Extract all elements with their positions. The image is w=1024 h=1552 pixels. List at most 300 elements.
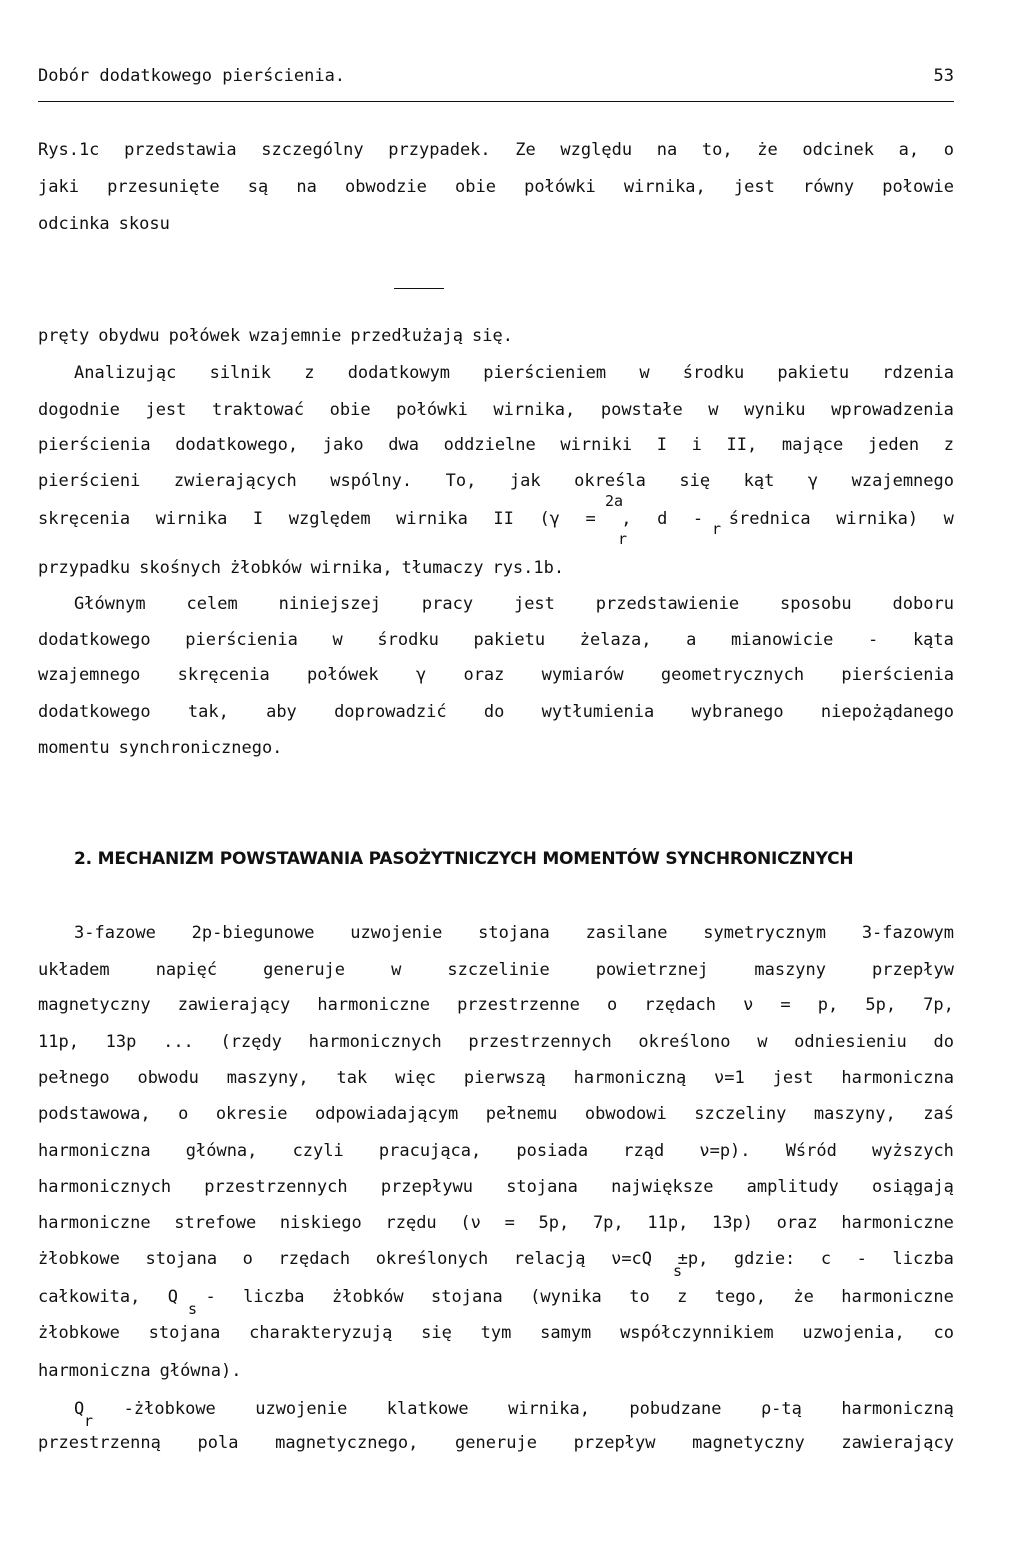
word: = [504,1213,515,1233]
word: jaki [38,177,79,197]
word: maszyny, [226,1068,309,1088]
word: niepożądanego [820,702,954,722]
word: połówki [396,400,468,420]
word: harmoniczna [841,1068,954,1088]
word: o [943,140,954,160]
word: osiągają [872,1177,954,1197]
word: okresie [215,1104,288,1124]
word: pobudzane [629,1399,722,1419]
word: główna, [185,1141,258,1161]
word: o [242,1249,253,1269]
word: pierścienia [841,665,954,685]
word: rząd [623,1141,665,1161]
word: uzwojenie [255,1399,348,1419]
text-line [38,397,954,423]
word: skosu [118,214,170,234]
word: -żłobkowe [123,1399,216,1419]
word: zawierający [841,1433,954,1453]
word: wirnika [396,509,468,529]
word: momentu [38,738,110,758]
word: ρ-tą [760,1399,802,1419]
word: zasilane [585,923,668,943]
word: Głównym [74,594,146,614]
word: tak [336,1068,368,1088]
word: jak [509,471,541,491]
text-line [74,360,954,386]
text-line [38,432,954,458]
word: przestrzennych [468,1032,612,1052]
word: całkowita, [38,1287,141,1307]
text-line [38,699,954,725]
word: określa [574,471,646,491]
word: połówki [524,177,596,197]
word: maszyny, [813,1104,896,1124]
text-line [38,627,954,653]
word: przestrzennych [204,1177,348,1197]
subscript-r: r [84,1412,94,1430]
word: (wynika [530,1287,602,1307]
text-line [38,957,954,983]
word: na [296,177,317,197]
word: Q [167,1287,179,1307]
word: główna). [159,1361,242,1381]
text-line [38,1138,954,1164]
word: średnica [728,509,811,529]
word: pierścienia [38,435,151,455]
word: 11p, [38,1032,79,1052]
text-line [38,174,954,200]
word: I [656,435,667,455]
word: że [793,1287,814,1307]
word: z [677,1287,688,1307]
word: jest [513,594,555,614]
word: rdzenia [882,363,954,383]
word: przepływu [380,1177,473,1197]
word: dodatkowego [38,630,151,650]
word: charakteryzują [249,1323,393,1343]
word: się [421,1323,452,1343]
text-line [38,137,954,163]
word: na [656,140,678,160]
word: 5p, [538,1213,570,1233]
word: sposobu [779,594,852,614]
word: pola [197,1433,239,1453]
fraction-rule [394,288,444,289]
word: do [483,702,505,722]
word: traktować [211,400,305,420]
word: przypadek. [388,140,491,160]
text-line [38,1284,954,1310]
word: w [639,363,650,383]
word: p, [817,995,839,1015]
text-line [74,1396,954,1422]
word: przepływ [573,1433,656,1453]
word: pierścieni [38,471,141,491]
word: wzajemnego [38,665,141,685]
word: się [679,471,711,491]
word: i [691,435,702,455]
word: pręty [38,326,90,346]
word: harmoniczna [38,1141,151,1161]
word: żłobków [331,1287,404,1307]
word: obie [329,400,371,420]
word: γ [415,665,427,685]
word: tym [480,1323,512,1343]
word: wirnika, [508,1399,590,1419]
word: dodatkowego [38,702,151,722]
word: dodatkowym [347,363,451,383]
word: posiada [516,1141,589,1161]
word: tłumaczy [401,558,484,578]
word: magnetycznego, [275,1433,419,1453]
word: generuje [455,1433,537,1453]
word: I [252,509,264,529]
word: harmoniczne [841,1287,954,1307]
word: zaś [923,1104,954,1124]
section-heading: 2. MECHANIZM POWSTAWANIA PASOŻYTNICZYCH MOMENTÓW SYNCHRONICZNYCH [74,849,854,869]
word: Ze [515,140,536,160]
subscript-s: s [673,1262,683,1280]
text-line [38,1029,954,1055]
word: wprowadzenia [831,400,954,420]
text-line [38,1174,954,1200]
word: odniesieniu [794,1032,907,1052]
word: przestrzenną [38,1433,161,1453]
word: doboru [892,594,954,614]
word: uzwojenia, [802,1323,905,1343]
word: szczególny [261,140,364,160]
word: jako [322,435,364,455]
word: harmoniczna [38,1361,151,1381]
word: pełnemu [485,1104,558,1124]
word: czyli [292,1141,344,1161]
word: Analizując [74,363,177,383]
word: pierścienia [185,630,298,650]
word: - [856,1249,867,1269]
subscript-r: r [618,530,628,548]
word: (γ [539,509,560,529]
word: wzajemnie [249,326,342,346]
word: samym [540,1323,592,1343]
word: wspólny. [330,471,413,491]
word: stojana [145,1249,218,1269]
word: uzwojenie [350,923,443,943]
word: jest [145,400,187,420]
word: oraz [463,665,505,685]
word: przypadku [38,558,131,578]
word: wymiarów [541,665,624,685]
word: harmoniczne [317,995,430,1015]
word: względem [288,509,371,529]
word: pierwszą [463,1068,546,1088]
word: jest [733,177,775,197]
text-line [38,506,954,532]
word: obydwu [98,326,160,346]
word: synchronicznego. [118,738,283,758]
word: wybranego [691,702,784,722]
word: , [621,509,632,529]
word: harmoniczną [573,1068,687,1088]
word: 13p [105,1032,137,1052]
header-rule [38,101,954,102]
word: środku [682,363,745,383]
word: tak, [187,702,229,722]
word: w [708,400,719,420]
word: szczelinie [447,960,550,980]
word: to [629,1287,650,1307]
word: gdzie: [733,1249,796,1269]
text-line [38,1358,954,1384]
word: ν=cQ [611,1249,653,1269]
word: a, [898,140,920,160]
word: stojana [431,1287,503,1307]
word: środku [377,630,439,650]
word: stojana [506,1177,578,1197]
text-line [38,555,954,581]
word: ν [743,995,754,1015]
word: przepływ [872,960,954,980]
subscript-r: r [712,520,722,538]
word: przedstawienie [595,594,740,614]
word: odcinek [802,140,874,160]
word: ... [163,1032,194,1052]
word: równy [802,177,855,197]
text-line [38,468,954,494]
word: napięć [155,960,218,980]
word: 5p, [865,995,897,1015]
word: obie [455,177,496,197]
word: powstałe [600,400,683,420]
word: liczba [243,1287,305,1307]
word: z [943,435,954,455]
word: wyniku [744,400,806,420]
header-title: Dobór dodatkowego pierścienia. [38,66,346,86]
word: (rzędy [220,1032,282,1052]
text-line [38,992,954,1018]
word: maszyny [754,960,827,980]
word: Q [74,1399,85,1419]
word: określono [638,1032,731,1052]
word: - [692,509,704,529]
word: dwa [388,435,420,455]
word: = [780,995,791,1015]
word: dogodnie [38,400,120,420]
word: kąt [743,471,775,491]
page-number: 53 [933,66,954,86]
text-line [38,1246,954,1272]
word: magnetyczny [692,1433,805,1453]
text-line [38,1430,954,1456]
word: skręcenia [38,509,131,529]
word: względu [560,140,633,160]
word: jeden [867,435,920,455]
superscript-2a: 2a [605,492,624,510]
word: 13p) [712,1213,753,1233]
word: wirniki [560,435,633,455]
word: wirnika, [623,177,706,197]
word: harmoniczne [841,1213,954,1233]
word: d [657,509,668,529]
word: to, [701,140,733,160]
word: dodatkowego, [175,435,299,455]
word: 2p-biegunowe [191,923,315,943]
word: kąta [912,630,954,650]
word: podstawowa, [38,1104,151,1124]
word: wzajemnego [851,471,954,491]
word: 11p, [647,1213,689,1233]
word: celem [186,594,238,614]
word: niskiego [279,1213,362,1233]
word: skośnych [139,558,222,578]
word: żelaza, [579,630,652,650]
word: co [933,1323,954,1343]
word: To, [445,471,477,491]
word: aby [266,702,297,722]
word: żłobków [230,558,302,578]
word: a [686,630,697,650]
text-line [38,1320,954,1346]
word: - [205,1287,216,1307]
word: największe [611,1177,714,1197]
text-line [38,1101,954,1127]
word: wytłumienia [541,702,655,722]
word: 3-fazowe [74,923,156,943]
word: zawierający [177,995,291,1015]
text-line [74,920,954,946]
word: liczba [892,1249,954,1269]
word: żłobkowe [38,1249,120,1269]
word: klatkowe [386,1399,469,1419]
text-line [38,1210,954,1236]
word: = [585,509,596,529]
word: pracy [421,594,474,614]
word: mianowicie [731,630,834,650]
word: powietrznej [595,960,709,980]
word: w [757,1032,768,1052]
subscript-s: s [188,1300,198,1318]
word: odpowiadającym [314,1104,459,1124]
text-line [38,1065,954,1091]
word: tego, [714,1287,766,1307]
document-page [38,0,954,1552]
word: 7p, [923,995,954,1015]
word: γ [807,471,819,491]
word: ±p, [677,1249,709,1269]
word: układem [38,960,110,980]
word: rys.1b. [492,558,565,578]
word: odcinka [38,214,110,234]
word: pracująca, [378,1141,482,1161]
word: połówek [307,665,379,685]
word: połówek [168,326,241,346]
word: skręcenia [177,665,270,685]
word: Wśród [785,1141,837,1161]
word: rzędach [278,1249,351,1269]
word: więc [395,1068,437,1088]
word: generuje [263,960,346,980]
word: stojana [478,923,550,943]
word: 7p, [592,1213,624,1233]
word: wirnika [155,509,228,529]
word: przedłużają [350,326,463,346]
word: pakietu [777,363,850,383]
word: ν=1 [714,1068,745,1088]
text-line [38,735,954,761]
word: (ν [460,1213,481,1233]
word: obwodu [137,1068,199,1088]
word: relacją [513,1249,586,1269]
word: wirnika) [836,509,919,529]
word: jest [772,1068,814,1088]
word: doprowadzić [334,702,447,722]
word: w [332,630,343,650]
word: pełnego [38,1068,110,1088]
word: wirnika, [310,558,393,578]
word: ν=p). [699,1141,751,1161]
word: 3-fazowym [861,923,954,943]
word: II [493,509,514,529]
word: harmonicznych [308,1032,442,1052]
text-line [38,211,954,237]
running-header [38,64,954,88]
word: Rys.1c [38,140,100,160]
word: c [820,1249,832,1269]
word: szczeliny [694,1104,787,1124]
word: magnetyczny [38,995,151,1015]
word: są [247,177,269,197]
word: wirnika, [493,400,576,420]
word: przesunięte [107,177,220,197]
word: oraz [776,1213,818,1233]
word: współczynnikiem [620,1323,774,1343]
word: silnik [209,363,271,383]
word: w [391,960,402,980]
word: połowie [882,177,954,197]
word: się. [471,326,513,346]
word: amplitudy [746,1177,839,1197]
word: wyższych [872,1141,954,1161]
word: niniejszej [278,594,381,614]
word: o [178,1104,189,1124]
word: rzędu [385,1213,437,1233]
word: przedstawia [124,140,237,160]
word: pierścieniem [483,363,607,383]
word: zwierających [173,471,297,491]
word: do [933,1032,954,1052]
word: rzędach [644,995,716,1015]
word: w [943,509,954,529]
text-line [38,323,954,349]
word: geometrycznych [660,665,805,685]
word: strefowe [174,1213,257,1233]
word: z [304,363,315,383]
word: symetrycznym [703,923,827,943]
word: - [868,630,879,650]
word: harmonicznych [38,1177,172,1197]
word: harmoniczne [38,1213,151,1233]
word: pakietu [473,630,546,650]
word: obwodowi [584,1104,667,1124]
word: żłobkowe [38,1323,120,1343]
word: II, [726,435,758,455]
word: oddzielne [443,435,536,455]
text-line [38,662,954,688]
word: stojana [148,1323,221,1343]
word: harmoniczną [841,1399,954,1419]
word: że [757,140,778,160]
word: o [606,995,618,1015]
word: określonych [375,1249,489,1269]
